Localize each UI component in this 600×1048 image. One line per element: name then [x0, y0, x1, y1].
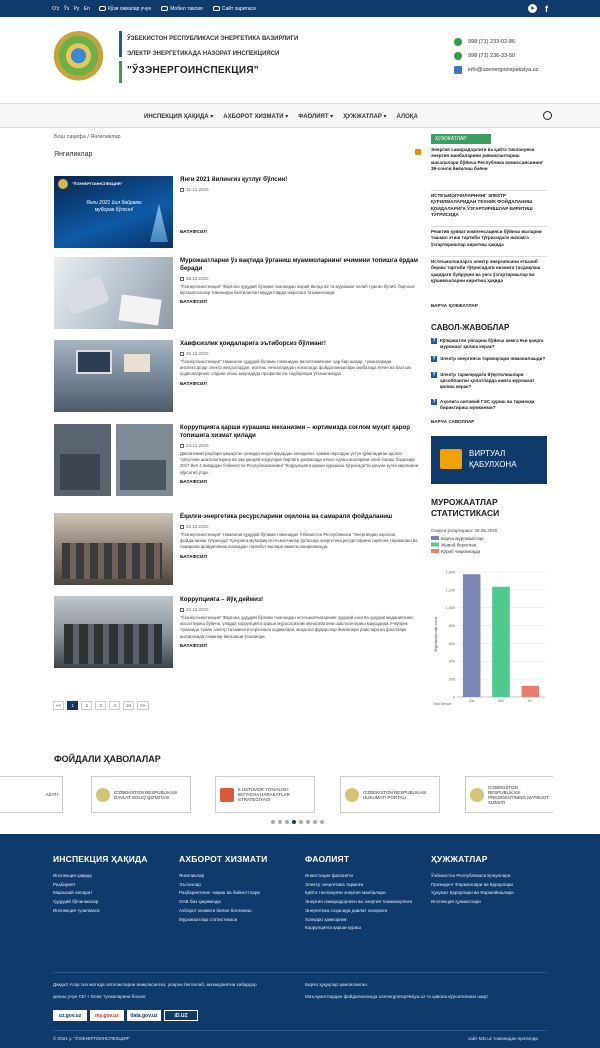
- carousel-dot[interactable]: [313, 820, 317, 824]
- footer-col-title: ИНСПЕКЦИЯ ҲАҚИДА: [53, 854, 148, 864]
- thumb-title: "ЎЗЭНЕРГОИНСПЕКЦИЯ": [72, 181, 123, 186]
- news-title[interactable]: Хавфсизлик қоидаларига эътиборсиз бўлманг!: [180, 340, 326, 347]
- y-axis-label: Мурожаатлар сони: [433, 616, 438, 653]
- all-documents-link[interactable]: БАРЧА ҲУЖЖАТЛАР: [431, 303, 478, 308]
- mail-icon: [454, 66, 462, 74]
- useful-link-card[interactable]: [465, 776, 553, 813]
- rss-icon[interactable]: [415, 149, 421, 155]
- footer-link[interactable]: Инспекция тузилмаси: [53, 907, 100, 913]
- news-date: 31.12.2020: [186, 187, 209, 192]
- accessibility-link[interactable]: Кўзи ожизлар учун: [107, 5, 152, 12]
- y-tick-label: 0: [452, 695, 455, 700]
- news-date: 22.12.2020: [186, 524, 209, 529]
- page-title: Янгиликлар: [54, 151, 93, 158]
- mobile-icon: [161, 6, 168, 11]
- lang-uz-latin[interactable]: O'z: [52, 5, 60, 12]
- eye-icon: [99, 6, 106, 11]
- news-thumbnail[interactable]: [54, 176, 173, 248]
- sitemap-icon: [213, 6, 220, 11]
- audience-illustration: [62, 543, 162, 579]
- news-title[interactable]: Коррупцияга – йўқ деймиз!: [180, 596, 264, 603]
- y-tick-label: 200: [448, 677, 455, 682]
- faq-item[interactable]: Аҳолига оилавий ГЭС қуриш ва тармоққа бириктириш мумкинми?: [440, 399, 535, 410]
- carousel-dot[interactable]: [285, 820, 289, 824]
- useful-link-card[interactable]: [340, 776, 440, 813]
- page-last[interactable]: >>: [137, 701, 148, 710]
- site-header: [0, 17, 600, 103]
- footer-link[interactable]: Раҳбариятнинг чиқиш ва байноттлари: [179, 890, 260, 896]
- useful-link-label: AZATI: [45, 792, 58, 797]
- footer-link[interactable]: Халқаро ҳамкорлик: [305, 916, 347, 922]
- nav-documents[interactable]: ҲУЖЖАТЛАР ▾: [343, 114, 387, 120]
- read-more-link[interactable]: БАТАФСИЛ: [180, 230, 207, 235]
- footer-link[interactable]: Ҳудудий бўлинмалар: [53, 899, 99, 905]
- y-tick-label: 1,000: [445, 606, 455, 611]
- breadcrumb-separator: /: [87, 134, 89, 140]
- page-first[interactable]: <<: [53, 701, 64, 710]
- stats-title: МУРОЖААТЛАР СТАТИСТИКАСИ: [431, 497, 500, 518]
- useful-link-card[interactable]: [0, 776, 63, 813]
- y-tick-label: 1,400: [445, 570, 455, 575]
- news-title[interactable]: Коррупцияга қарши курашиш механизми – юртимизда соғлом муҳит қарор топишига хизмат қилади: [180, 424, 411, 439]
- read-more-link[interactable]: БАТАФСИЛ: [180, 300, 207, 306]
- nav-about[interactable]: ИНСПЕКЦИЯ ҲАҚИДА ▾: [144, 114, 214, 120]
- language-switcher: [52, 6, 93, 12]
- y-tick-label: 1,200: [445, 588, 455, 593]
- carousel-dot[interactable]: [292, 820, 296, 824]
- search-icon[interactable]: [543, 111, 552, 120]
- footer-link[interactable]: Эълонлар: [179, 881, 201, 887]
- carousel-dot[interactable]: [271, 820, 275, 824]
- calendar-icon: [180, 277, 184, 281]
- legend-swatch: [431, 543, 439, 547]
- footer-link[interactable]: Энергетика соҳасида давлат назорати: [305, 907, 388, 913]
- useful-link-label: O'ZBEKISTON RESPUBLIKASI HUKUMATI PORTALI: [363, 789, 427, 800]
- question-icon: ?: [432, 372, 436, 378]
- top-bar: [0, 0, 600, 17]
- question-icon: ?: [432, 399, 436, 405]
- news-excerpt: "Ўзэнергоинспекция" Наманган ҳудудий бўлими томонидан Ўзбекистон Республикаси "Энергиядан оқилона фойдаланиш тўғрисида" Қонунига мувофиқ истеъмолчилар ўртасида энергетика ресурсларини оқилона тақсимлаш ва самарали фойдаланиш юзасидан тарғибот ишлари амалга оширилмоқда.: [180, 532, 418, 550]
- people-illustration: [60, 454, 100, 490]
- phone-icon: [454, 38, 462, 46]
- footer-link[interactable]: Инвестиция фаолияти: [305, 873, 353, 878]
- legend-label: Кўриб чиқилмоқда: [441, 548, 481, 554]
- phone-icon: [454, 52, 462, 60]
- appeals-chart: [431, 527, 547, 707]
- x-tick-label: Жб: [498, 699, 504, 703]
- email-link[interactable]: info@uzenergoinspeksiya.uz: [468, 67, 539, 73]
- partner-badges: [53, 1010, 198, 1021]
- footer-link[interactable]: Қайта тикланувчи энергия манбалари: [305, 890, 386, 896]
- news-date: 24.12.2020: [186, 443, 209, 448]
- news-thumbnail[interactable]: [54, 424, 173, 496]
- news-excerpt: "Ўзэнергоинспекция" Наманган ҳудудий бўлими томонидан вилоятимизнинг ҳар бир шаҳар, туманларида инспекторлар электр жиҳозлардан, иситиш печкаларидан нохолатда фойдаланишлари оқибатида ёнғин ва бахтсиз ҳодисаларнинг олдини олиш мақсадида профилактик тадбирлари ўтказилмоқда.: [180, 359, 412, 377]
- error-report-note: Диққат! Агар сиз матнда хатоликларни аниқласангиз, уларни белгилаб, маъмуриятни хабардор: [53, 982, 257, 987]
- footer-divider: [53, 1030, 547, 1031]
- footer-link[interactable]: Марказий аппарат: [53, 890, 93, 896]
- audience-illustration: [64, 624, 162, 664]
- footer-link[interactable]: Янгиликлар: [179, 873, 205, 878]
- faq-title: САВОЛ-ЖАВОБЛАР: [431, 323, 510, 332]
- footer-link[interactable]: Электр энергетика тармоғи: [305, 881, 364, 887]
- footer-link[interactable]: Коррупцияга қарши кураш: [305, 925, 361, 931]
- emblem-icon: [96, 788, 110, 802]
- x-axis-label: Total Service: [433, 702, 452, 706]
- bar: [492, 587, 510, 697]
- partner-badge[interactable]: iD.UZ: [164, 1010, 198, 1021]
- footer-col-title: АХБОРОТ ХИЗМАТИ: [179, 854, 268, 864]
- emblem-icon: [58, 179, 68, 189]
- inspection-name: ЭЛЕКТР ЭНЕРГЕТИКАДА НАЗОРАТ ИНСПЕКЦИЯСИ: [127, 51, 280, 57]
- page-4[interactable]: 4: [109, 701, 120, 710]
- news-title[interactable]: Мурожаатларни ўз вақтида ўрганиш муаммоларнинг ечимини топишга ёрдам беради: [180, 257, 418, 272]
- carousel-dot[interactable]: [306, 820, 310, 824]
- people-illustration: [120, 460, 166, 490]
- lang-en[interactable]: En: [83, 5, 90, 12]
- news-thumbnail[interactable]: [54, 340, 173, 412]
- legend-label: Жавоб берилган: [441, 542, 477, 548]
- facebook-icon[interactable]: f: [545, 3, 548, 14]
- calendar-icon: [180, 188, 184, 192]
- phone-2[interactable]: 998 (71) 236-33-50: [468, 53, 516, 59]
- mobile-link[interactable]: Мобил тавсия: [170, 5, 203, 12]
- sitemap-link[interactable]: Сайт харитаси: [221, 5, 256, 12]
- strategy-logo: [220, 788, 234, 802]
- news-date: 28.12.2020: [186, 276, 209, 281]
- lang-ru[interactable]: Ру: [73, 5, 80, 12]
- footer-link[interactable]: Раҳбарият: [53, 881, 76, 887]
- footer-link[interactable]: Инспекция ҳужжатлари: [431, 899, 481, 905]
- rights-note: Барча ҳуқуқлар ҳимояланган.: [305, 982, 369, 987]
- footer-divider: [53, 972, 547, 973]
- footer-col-title: ФАОЛИЯТ: [305, 854, 350, 864]
- partner-badge[interactable]: data.gov.uz: [127, 1010, 161, 1021]
- y-tick-label: 800: [448, 623, 455, 628]
- question-icon: ?: [432, 356, 436, 362]
- document-link[interactable]: Истеъмолчиларга электр энергиясини етказиб бериш тартиби тўғрисидаги низомга тасдиқлаш ҳақидаги буйруқни ва унга ўзгартиришлар ва қўшимчаларни киритиш ҳақида: [431, 259, 541, 284]
- x-tick-label: Ба: [469, 699, 474, 703]
- news-thumbnail[interactable]: [54, 513, 173, 585]
- calendar-icon: [180, 608, 184, 612]
- error-report-note-2: қилиш учун Ctrl + Enter тугмаларини босинг: [53, 994, 147, 999]
- breadcrumb: [54, 134, 121, 140]
- question-icon: ?: [432, 338, 436, 344]
- footer-link[interactable]: Мурожаатлар статистикаси: [179, 916, 238, 922]
- telephone-illustration: [62, 275, 109, 315]
- news-excerpt: "Ўзэнергоинспекция" Фарғона ҳудудий бўлими томонидан жорий йилда 62 та мурожаат келиб тушган бўлиб, барчаси мутахассислар томонидан белгиланган муддатларда ижросига таъминланди.: [180, 284, 415, 296]
- header-accent-green: [119, 61, 122, 83]
- calendar-icon: [180, 525, 184, 529]
- page-1[interactable]: 1: [67, 701, 78, 710]
- ministry-name: ЎЗБЕКИСТОН РЕСПУБЛИКАСИ ЭНЕРГЕТИКА ВАЗИРЛИГИ: [127, 36, 299, 42]
- footer-link[interactable]: Ўзбекистон Республикаси Қонунлари: [431, 873, 511, 878]
- header-contacts: [454, 35, 538, 77]
- legend-label: Барча мурожаатлар: [441, 535, 484, 541]
- faq-item[interactable]: Электр тармоқидаги йўқотилишлари ҳисобланган ҳолатларда кимга мурожаат қилиш керак?: [440, 372, 535, 389]
- copyright: © 2021 у. "ЎЗЭНЕРГОИНСПЕКЦИЯ": [53, 1036, 131, 1041]
- state-emblem-logo[interactable]: [51, 31, 106, 86]
- tree-icon: [150, 204, 168, 242]
- header-accent-blue: [119, 31, 122, 57]
- page-24[interactable]: 24: [123, 701, 134, 710]
- news-date: 22.12.2020: [186, 607, 209, 612]
- breadcrumb-home[interactable]: Бош саҳифа: [54, 134, 86, 140]
- virtual-reception-banner[interactable]: [431, 436, 547, 484]
- carousel-dots: [271, 820, 324, 824]
- document-link[interactable]: ИСТЕЪМОЛЧИЛАРНИНГ ЭЛЕКТР ҚУРИЛМАЛАРИДАН ТЕХНИК ФОЙДАЛАНИШ ҚОИДАЛАРИГА ЎЗГАРТИРИШЛАР КИРИТИШ ТЎҒРИСИДА: [431, 193, 547, 227]
- useful-links-carousel: [47, 776, 553, 816]
- x-tick-label: Кч: [528, 699, 533, 703]
- page-2[interactable]: 2: [81, 701, 92, 710]
- poster-illustration: [124, 354, 150, 372]
- partner-badge[interactable]: my.gov.uz: [90, 1010, 124, 1021]
- developer-credit[interactable]: сайт MD.uz томонидан яратилди: [468, 1036, 538, 1041]
- y-tick-label: 400: [448, 659, 455, 664]
- carousel-dot[interactable]: [320, 820, 324, 824]
- pagination: [53, 701, 149, 710]
- footer-link[interactable]: Ахборот хизмати билан боғланиш: [179, 907, 252, 913]
- chart-subtitle: Охирги ўзгартириш: 05.05.2020: [431, 528, 498, 533]
- footer-link[interactable]: Энергия самарадорлиги ва энергия тежамкорлиги: [305, 899, 413, 905]
- partner-badge[interactable]: uz.gov.uz: [53, 1010, 87, 1021]
- read-more-link[interactable]: БАТАФСИЛ: [180, 381, 207, 387]
- calendar-icon: [180, 444, 184, 448]
- lang-uz-cyrillic[interactable]: Ўз: [63, 5, 70, 12]
- bar: [522, 686, 540, 697]
- envelope-icon: [440, 449, 462, 469]
- phone-1[interactable]: 998 (71) 233-02-86: [468, 39, 516, 45]
- news-thumbnail[interactable]: [54, 596, 173, 668]
- calendar-icon: [180, 352, 184, 356]
- footer-link[interactable]: Президент Фармонлари ва Қарорлари: [431, 881, 513, 887]
- nav-contact[interactable]: АЛОҚА: [396, 113, 418, 120]
- site-footer: [0, 834, 600, 1048]
- news-date: 25.12.2020: [186, 351, 209, 356]
- read-more-link[interactable]: БАТАФСИЛ: [180, 643, 207, 649]
- useful-link-card[interactable]: [215, 776, 315, 813]
- legend-swatch: [431, 536, 439, 540]
- emblem-icon: [345, 788, 359, 802]
- thumb-greeting: Янги 2021 йил байрами муборак бўлсин!: [86, 200, 142, 213]
- site-name: "ЎЗЭНЕРГОИНСПЕКЦИЯ": [127, 65, 259, 76]
- nav-activity[interactable]: ФАОЛИЯТ ▾: [298, 114, 334, 120]
- carousel-dot[interactable]: [299, 820, 303, 824]
- carousel-dot[interactable]: [278, 820, 282, 824]
- breadcrumb-current: Янгиликлар: [90, 134, 121, 140]
- screen-illustration: [76, 350, 112, 374]
- useful-link-card[interactable]: [91, 776, 191, 813]
- footer-link[interactable]: ОАВ биз ҳақимизда: [179, 899, 221, 905]
- virtual-reception-label: ВИРТУАЛ ҚАБУЛХОНА: [469, 449, 517, 469]
- faq-item[interactable]: Электр энергияси тармоқлари ниманилашди?: [440, 356, 546, 361]
- news-excerpt: Давлатимиз раҳбари ҳақиқатан ҳозирда ниҳоя қадардан келадиган, ҳамма нарсадан устун қўйиладиган адолат туйғусини шакллантириш ва ҳар қандай коррупция бирлиги доирасида изчил кураш ишларини олиб бориш борасида 2017 йил 4 январдан Ўзбекистон Республикасининг "Коррупцияга қарши курашиш тўғрисида"ги қонуни кучга кирганини кўрсатиб ўтди.: [180, 451, 419, 475]
- news-title[interactable]: Ёқилғи-энергетика ресурсларини оқилона ва самарали фойдаланиш: [180, 513, 393, 520]
- useful-link-label: O'ZBEKISTON RESPUBLIKASI DAVLAT SOLIQ QO'MITASI: [114, 789, 178, 800]
- document-link[interactable]: Реактив қувват компенсацияси бўйича ишларни ташкил этиш тартиби тўғрисидаги низомга ўзгартиришлар киритиш ҳақида: [431, 229, 547, 257]
- y-tick-label: 600: [448, 641, 455, 646]
- news-title[interactable]: Янги 2021 йилингиз қутлуғ бўлсин!: [180, 176, 288, 183]
- news-excerpt: "Ўзэнергоинспекция" Фарғона ҳудудий бўлими томонидан истеъмолчиларнинг ҳуқуқий онги ва ҳуқуқий маданиятини юксалтириш бўйича, уларда коррупцияга қарши муросасизлик муносабатини шакллантириш мақсадида Учкўприк туманида туман электр таъминоти корхонаси ходимлари, маҳалла фуқаролар йиғинлари раислари ва фаоллари иштирокида семинар йиғилиши ўтказилди.: [180, 615, 413, 639]
- footer-col-title: ҲУЖЖАТЛАР: [431, 854, 488, 864]
- emblem-icon: [470, 788, 484, 802]
- footer-link[interactable]: Ҳукумат Қарорлари ва Фармойишлари: [431, 890, 514, 896]
- news-thumbnail[interactable]: [54, 257, 173, 329]
- page-3[interactable]: 3: [95, 701, 106, 710]
- documents-tag: ҲУЖЖАТЛАР: [431, 134, 491, 144]
- main-nav: [0, 103, 600, 128]
- footer-link[interactable]: Инспекция ҳақида: [53, 873, 92, 878]
- read-more-link[interactable]: БАТАФСИЛ: [180, 479, 207, 485]
- paper-illustration: [118, 294, 161, 325]
- useful-link-label: 5 USTUVOR YO'NALISH BO'YICHA HARAKATLAR STRATEGIYASI: [238, 787, 290, 802]
- useful-links-title: ФОЙДАЛИ ҲАВОЛАЛАР: [54, 754, 161, 764]
- useful-link-label: O'ZBEKISTON RESPUBLIKASI PREZIDENTINING MATBUOT XIZMATI: [488, 784, 549, 805]
- telegram-icon[interactable]: ➤: [529, 6, 536, 12]
- document-link[interactable]: Энергия самарадорлиги ва қайта тикланувчи энергия манбаларини ривожлантириш масалалари бўйича Республика комиссиясининг 39-сонли йиғилиш баёни: [431, 147, 547, 191]
- all-questions-link[interactable]: БАРЧА САВОЛЛАР: [431, 419, 475, 424]
- legend-swatch: [431, 549, 439, 553]
- nav-press[interactable]: АХБОРОТ ХИЗМАТИ ▾: [223, 114, 289, 120]
- faq-item[interactable]: Кўпқаватли уйларни бўйича кимга ёки қаерга мурожаат қилиш керак?: [440, 338, 544, 349]
- attribution-note: Маълумотлардан фойдаланганда uzenergoinspeksiya.uz га ҳавола кўрсатилиши шарт: [305, 994, 489, 999]
- read-more-link[interactable]: БАТАФСИЛ: [180, 554, 207, 560]
- bar: [463, 574, 481, 697]
